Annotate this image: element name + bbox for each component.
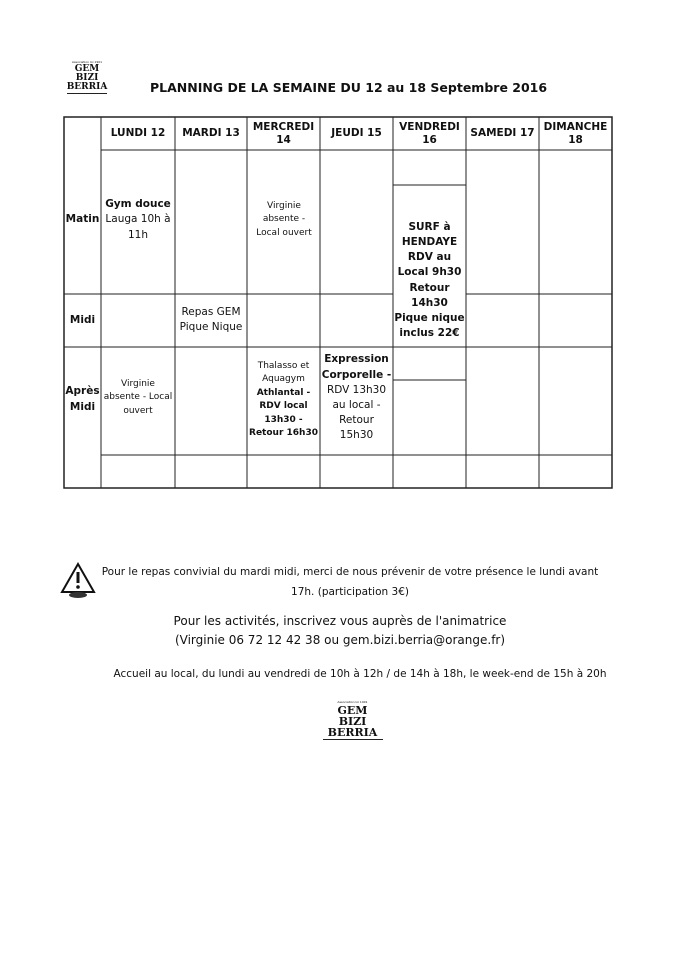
activity-title: Gym douce: [105, 198, 171, 211]
day-header-dimanche: DIMANCHE 18: [543, 120, 608, 146]
logo-small-text: Association loi 1901: [71, 60, 103, 64]
cell-vendredi-surf: [394, 218, 465, 343]
logo-bottom-small-text: Association loi 1901: [337, 700, 368, 704]
surf-title: SURF à HENDAYE: [401, 220, 458, 248]
cell-mercredi-apres-midi: [248, 350, 319, 450]
day-header-mercredi: MERCREDI 14: [252, 120, 315, 146]
logo-bottom-bizi: BIZI: [338, 714, 367, 728]
activity-details: Lauga 10h à 11h: [105, 213, 171, 241]
row-label-apres-midi: Après Midi: [65, 385, 100, 413]
logo-gem: GEM: [74, 63, 100, 74]
warning-icon: [58, 560, 98, 600]
thalasso-title: Thalasso et Aquagym: [257, 360, 310, 384]
logo-bottom-underline: [323, 739, 383, 740]
cell-mardi-midi: Repas GEM Pique Nique: [179, 305, 243, 333]
page-title: PLANNING DE LA SEMAINE DU 12 au 18 Septembre 2016: [150, 80, 548, 95]
logo-bizi: BIZI: [75, 72, 99, 83]
logo-bottom-gem: GEM: [337, 703, 368, 717]
day-header-vendredi: VENDREDI 16: [399, 120, 460, 146]
cell-jeudi-apres-midi: [321, 352, 392, 444]
surf-details: RDV au Local 9h30 Retour 14h30 Pique nique inclus 22€: [394, 251, 465, 340]
expression-title: Expression Corporelle -: [321, 353, 392, 381]
cell-lundi-matin: [101, 190, 175, 250]
row-label-midi: Midi: [69, 314, 96, 327]
thalasso-details: Athlantal - RDV local 13h30 - Retour 16h30: [249, 387, 318, 438]
repas-notice: Pour le repas convivial du mardi midi, merci de nous prévenir de votre présence le lundi avant 17h. (participation 3€): [101, 566, 599, 598]
cell-mercredi-matin: Virginie absente - Local ouvert: [256, 200, 312, 238]
accueil-hours: Accueil au local, du lundi au vendredi de 10h à 12h / de 14h à 18h, le week-end de 15h à 20h: [113, 668, 607, 680]
logo-bottom-berria: BERRIA: [327, 725, 378, 739]
day-header-mardi: MARDI 13: [182, 127, 240, 140]
day-header-jeudi: JEUDI 15: [331, 127, 382, 140]
expression-details: RDV 13h30 au local - Retour 15h30: [326, 383, 387, 442]
association-logo-bottom: [315, 700, 390, 740]
row-label-matin: Matin: [65, 213, 100, 226]
activities-contact: (Virginie 06 72 12 42 38 ou gem.bizi.berria@orange.fr): [174, 632, 506, 647]
logo-berria: BERRIA: [66, 81, 108, 92]
activities-info: [140, 612, 540, 649]
cell-lundi-apres-midi: Virginie absente - Local ouvert: [103, 378, 173, 416]
day-header-lundi: LUNDI 12: [110, 127, 166, 140]
activities-line1: Pour les activités, inscrivez vous auprès de l'animatrice: [173, 614, 507, 628]
day-header-samedi: SAMEDI 17: [470, 127, 535, 140]
